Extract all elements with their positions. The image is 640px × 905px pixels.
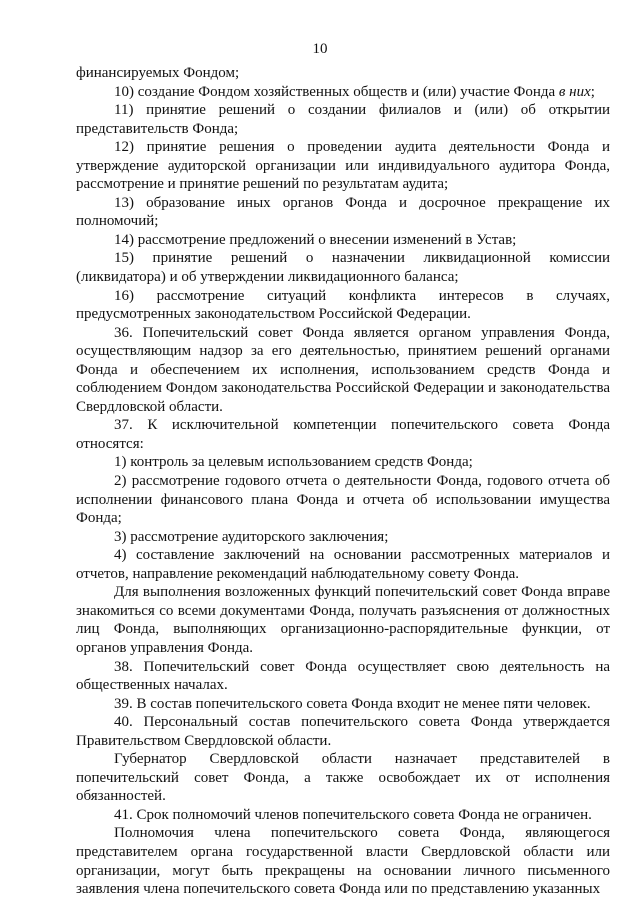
paragraph-item-2: 2) рассмотрение годового отчета о деятельности Фонда, годового отчета об исполнении финансового плана Фонда и отчета об использовании имущества Фонда;: [76, 473, 610, 527]
paragraph-continuation: финансируемых Фондом;: [76, 65, 240, 81]
paragraph-item-12: 12) принятие решения о проведении аудита деятельности Фонда и утверждение аудиторской организации или индивидуального аудитора Фонда, рассмотрение и принятие решений по результатам аудита;: [76, 139, 610, 193]
paragraph-functions: Для выполнения возложенных функций попечительский совет Фонда вправе знакомиться со всеми документами Фонда, получать разъяснения от должностных лиц Фонда, выполняющих организационно-распорядительные функции, от органов управления Фонда.: [76, 584, 610, 656]
paragraph-item-15: 15) принятие решений о назначении ликвидационной комиссии (ликвидатора) и об утверждении ликвидационного баланса;: [76, 250, 610, 286]
paragraph-section-38: 38. Попечительский совет Фонда осуществляет свою деятельность на общественных началах.: [76, 658, 610, 694]
paragraph-section-36: 36. Попечительский совет Фонда является органом управления Фонда, осуществляющим надзор за его деятельностью, принятием решений органами Фонда и обеспечением их исполнения, использованием средств Фонда и соблюдением Фондом законодательства Российской Федерации и законодательства Свердловской области.: [76, 324, 610, 415]
paragraph-section-40: 40. Персональный состав попечительского совета Фонда утверждается Правительством Свердловской области.: [76, 714, 610, 749]
paragraph-item-13: 13) образование иных органов Фонда и досрочное прекращение их полномочий;: [76, 194, 610, 230]
paragraph-section-41: 41. Срок полномочий членов попечительского совета Фонда не ограничен.: [114, 806, 592, 823]
paragraph-powers: Полномочия члена попечительского совета Фонда, являющегося представителем органа государственной власти Свердловской области или организации, могут быть прекращены на основании личного письменного заявления члена попечительского совета Фонда или по представлению указанных: [76, 825, 610, 898]
paragraph-item-14: 14) рассмотрение предложений о внесении изменений в Устав;: [114, 231, 517, 248]
paragraph-section-37: 37. К исключительной компетенции попечительского совета Фонда относятся:: [76, 417, 610, 452]
paragraph-section-39: 39. В состав попечительского совета Фонда входит не менее пяти человек.: [114, 695, 591, 712]
paragraph-item-1: 1) контроль за целевым использованием средств Фонда;: [114, 454, 473, 471]
paragraph-item-3: 3) рассмотрение аудиторского заключения;: [114, 528, 389, 545]
paragraph-item-11: 11) принятие решений о создании филиалов и (или) об открытии представительств Фонда;: [76, 102, 610, 137]
document-body: [76, 64, 610, 899]
paragraph-item-16: 16) рассмотрение ситуаций конфликта интересов в случаях, предусмотренных законодательством Российской Федерации.: [76, 287, 610, 323]
page-number: 10: [312, 41, 328, 57]
paragraph-item-4: 4) составление заключений на основании рассмотренных материалов и отчетов, направление рекомендаций наблюдательному совету Фонда.: [76, 547, 610, 582]
paragraph-governor: Губернатор Свердловской области назначает представителей в попечительский совет Фонда, а также освобождает их от исполнения обязанностей.: [76, 751, 610, 805]
paragraph-item-10: 10) создание Фондом хозяйственных обществ и (или) участие Фонда в них;: [114, 83, 595, 100]
